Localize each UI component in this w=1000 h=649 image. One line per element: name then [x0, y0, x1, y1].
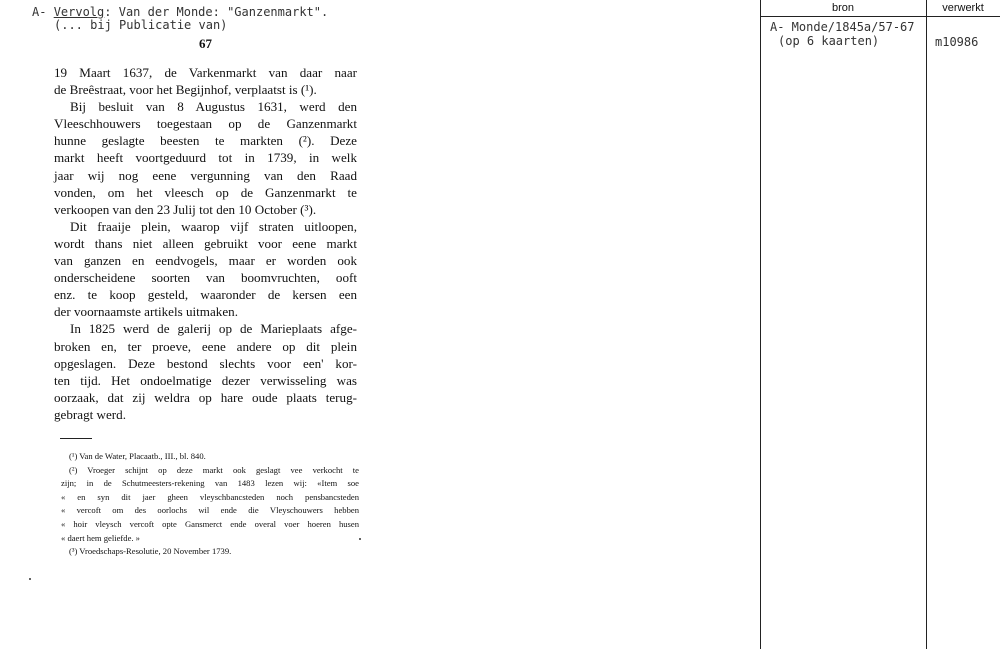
text-line: ten tijd. Het ondoelmatige dezer verwisseling was: [54, 372, 357, 388]
text-line: hunne geslagte beesten te markten (²). Deze: [54, 133, 357, 149]
reference-table: [760, 0, 1000, 649]
text-line: gebragt werd.: [54, 406, 126, 422]
header-title: [32, 5, 328, 19]
text-line: onderscheidene soorten van boomvruchten, ooft: [54, 270, 357, 286]
column-header-verwerkt: verwerkt: [942, 2, 984, 14]
text-line: van ganzen en eendvogels, maar er worden ook: [54, 253, 357, 269]
table-border-left: [760, 0, 761, 649]
header-source: : Van der Monde: "Ganzenmarkt".: [104, 5, 329, 19]
footnote-divider: [60, 438, 92, 439]
text-line: Dit fraaije plein, waarop vijf straten uitloopen,: [70, 218, 357, 234]
text-line: Vleeschhouwers toegestaan op de Ganzenmarkt: [54, 116, 357, 132]
table-header-rule: [760, 16, 1000, 17]
footnote-line: (³) Vroedschaps-Resolutie, 20 November 1739.: [69, 546, 232, 557]
text-line: de Breêstraat, voor het Begijnhof, verplaatst is (¹).: [54, 82, 317, 98]
column-header-bron: bron: [831, 2, 855, 14]
text-line: Bij besluit van 8 Augustus 1631, werd den: [70, 99, 357, 115]
header-subtitle: (... bij Publicatie van): [54, 18, 228, 32]
speck-mark: [359, 538, 361, 540]
footnote-line: « daert hem geliefde. »: [61, 532, 140, 543]
bron-reference: A- Monde/1845a/57-67: [770, 20, 915, 34]
text-line: verkoopen van den 23 Julij tot den 10 October (³).: [54, 201, 317, 217]
page-number: 67: [199, 36, 212, 51]
text-line: vonden, om het vleesch op de Ganzenmarkt te: [54, 184, 357, 200]
main-text: [54, 64, 357, 423]
text-line: 19 Maart 1637, de Varkenmarkt van daar naar: [54, 65, 357, 80]
text-line: broken en, ter proeve, eene andere op dit plein: [54, 338, 357, 354]
text-line: der voornaamste artikels uitmaken.: [54, 304, 238, 320]
text-line: wordt thans niet alleen gebruikt voor eene markt: [54, 235, 357, 251]
text-line: opgeslagen. Deze bestond slechts voor een' kor-: [54, 355, 357, 371]
bron-note: (op 6 kaarten): [778, 34, 880, 48]
header-prefix: A-: [32, 5, 54, 19]
text-line: enz. te koop gesteld, waaronder de kersen een: [54, 287, 357, 303]
header-vervolg: Vervolg: [53, 5, 105, 19]
footnote-line: « vercoft om des oorlochs wil ende die Vleyschouwers hebben: [61, 505, 359, 516]
text-line: In 1825 werd de galerij op de Marieplaats afge-: [70, 321, 357, 337]
footnote-line: « hoir vleysch vercoft opte Gansmerct ende overal voer hoeren husen: [61, 518, 359, 529]
footnote-line: (²) Vroeger schijnt op deze markt ook geslagt vee verkocht te: [69, 464, 359, 475]
footnote-line: (¹) Van de Water, Placaatb., III., bl. 840.: [69, 451, 206, 461]
text-line: markt heeft voortgeduurd tot in 1739, in welk: [54, 150, 357, 166]
text-line: oorzaak, dat zij weldra op hare oude plaats terug-: [54, 389, 357, 405]
speck-mark: [29, 578, 31, 580]
verwerkt-id: m10986: [935, 35, 979, 49]
footnote-line: zijn; in de Schutmeesters-rekening van 1483 lezen wij: «Item soe: [61, 478, 359, 489]
text-line: jaar wij nog eene vergunning van den Raad: [54, 167, 357, 183]
table-column-divider: [926, 0, 927, 649]
footnote-line: « en syn dit jaer gheen vleyschbancsteden noch pensbancsteden: [61, 491, 359, 502]
footnotes: [61, 450, 359, 559]
